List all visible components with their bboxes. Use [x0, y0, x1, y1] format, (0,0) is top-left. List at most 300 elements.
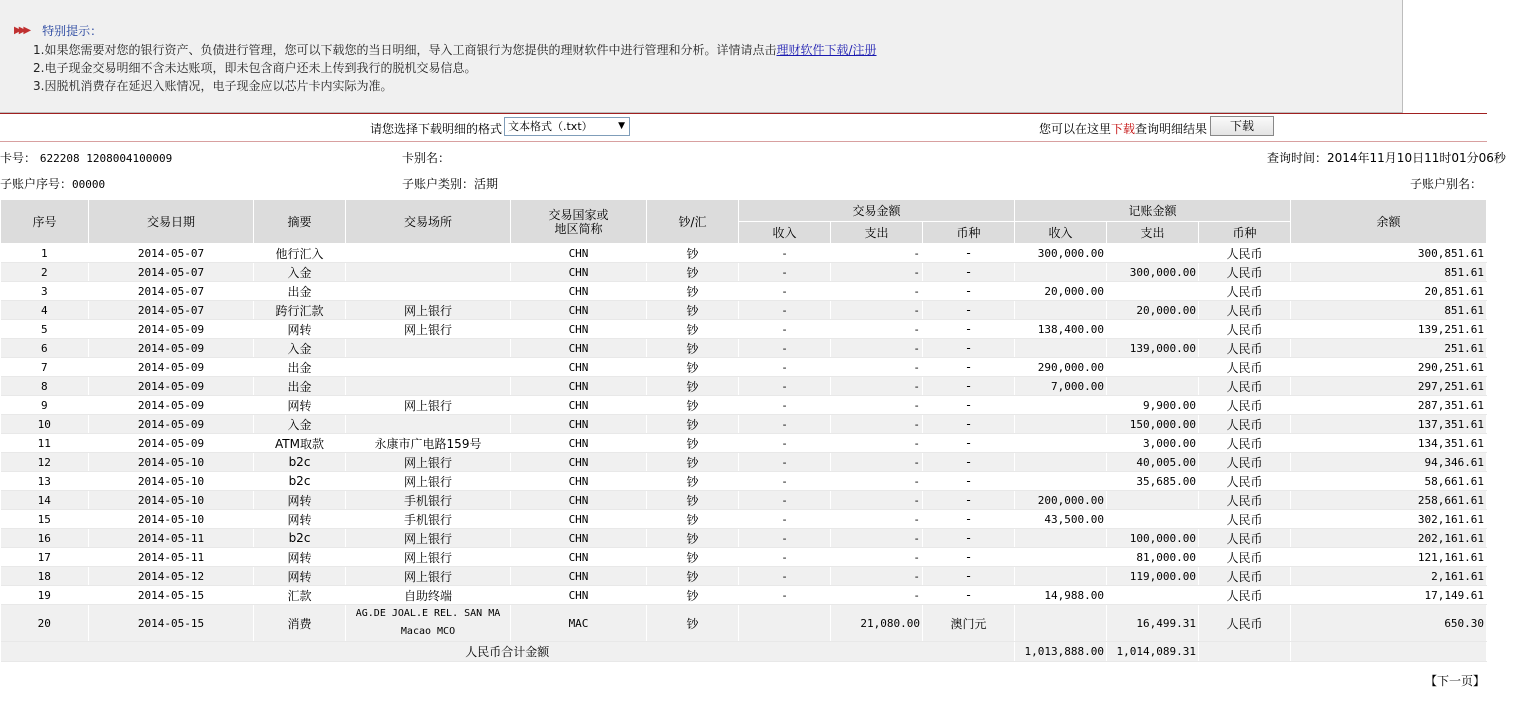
cell-date: 2014-05-07 [89, 282, 254, 301]
cell-date: 2014-05-12 [89, 567, 254, 586]
cell-balance: 139,251.61 [1291, 320, 1487, 339]
cell-balance: 650.30 [1291, 605, 1487, 642]
cell-book-currency: 人民币 [1199, 567, 1291, 586]
cell-txn-expense: - [831, 415, 923, 434]
cell-book-expense [1107, 491, 1199, 510]
cell-cash: 钞 [647, 567, 739, 586]
cell-book-currency: 人民币 [1199, 320, 1291, 339]
cell-book-currency: 人民币 [1199, 472, 1291, 491]
header-seq: 序号 [1, 200, 89, 244]
cell-country: CHN [511, 301, 647, 320]
cell-book-income [1015, 415, 1107, 434]
cell-balance: 20,851.61 [1291, 282, 1487, 301]
cell-summary: 入金 [254, 339, 346, 358]
cell-cash: 钞 [647, 510, 739, 529]
total-income: 1,013,888.00 [1015, 642, 1107, 662]
transaction-table [0, 199, 1487, 662]
cell-txn-income: - [739, 282, 831, 301]
cell-book-income: 43,500.00 [1015, 510, 1107, 529]
table-row [1, 529, 1487, 548]
cell-book-income [1015, 472, 1107, 491]
header-date: 交易日期 [89, 200, 254, 244]
download-hint-suffix: 查询明细结果 [1135, 122, 1208, 136]
cell-book-expense: 139,000.00 [1107, 339, 1199, 358]
cell-txn-expense: - [831, 453, 923, 472]
query-time: 查询时间：2014年11月10日11时01分06秒 [1267, 151, 1506, 165]
cell-book-income: 300,000.00 [1015, 244, 1107, 263]
cell-balance: 202,161.61 [1291, 529, 1487, 548]
cell-country: CHN [511, 453, 647, 472]
cell-date: 2014-05-09 [89, 339, 254, 358]
notice-line-2: 2.电子现金交易明细不含未达账项，即未包含商户还未上传到我行的脱机交易信息。 [33, 61, 477, 75]
cell-book-currency: 人民币 [1199, 263, 1291, 282]
notice-panel [0, 0, 1403, 113]
total-currency [1199, 642, 1291, 662]
cell-book-income [1015, 453, 1107, 472]
cell-txn-income: - [739, 377, 831, 396]
cell-summary: 消费 [254, 605, 346, 642]
cell-place: 网上银行 [346, 396, 511, 415]
cell-txn-income: - [739, 472, 831, 491]
cell-txn-income: - [739, 434, 831, 453]
cell-txn-expense: - [831, 491, 923, 510]
download-button[interactable]: 下载 [1210, 116, 1274, 136]
header-txn-amount: 交易金额 [739, 200, 1015, 222]
cell-seq: 11 [1, 434, 89, 453]
cell-txn-income: - [739, 396, 831, 415]
total-label: 人民币合计金额 [1, 642, 1015, 662]
table-row [1, 377, 1487, 396]
cell-summary: 出金 [254, 377, 346, 396]
cell-country: CHN [511, 320, 647, 339]
cell-txn-expense: - [831, 377, 923, 396]
sub-account-seq-value: 00000 [72, 178, 106, 191]
cell-book-expense: 3,000.00 [1107, 434, 1199, 453]
cell-balance: 287,351.61 [1291, 396, 1487, 415]
cell-book-expense [1107, 282, 1199, 301]
divider [0, 141, 1487, 142]
cell-book-expense [1107, 320, 1199, 339]
cell-place: AG.DE JOAL.E REL. SAN MA Macao MCO [346, 605, 511, 642]
cell-book-income: 7,000.00 [1015, 377, 1107, 396]
header-cash: 钞/汇 [647, 200, 739, 244]
cell-country: CHN [511, 377, 647, 396]
cell-book-income [1015, 263, 1107, 282]
cell-date: 2014-05-15 [89, 605, 254, 642]
table-row [1, 415, 1487, 434]
sub-account-seq [0, 175, 105, 192]
triangle-arrows-icon: ▶▶▶ [14, 25, 29, 36]
header-book-amount: 记账金额 [1015, 200, 1291, 222]
cell-place: 网上银行 [346, 301, 511, 320]
cell-cash: 钞 [647, 282, 739, 301]
cell-cash: 钞 [647, 263, 739, 282]
cell-seq: 9 [1, 396, 89, 415]
cell-txn-expense: - [831, 567, 923, 586]
cell-txn-currency: - [923, 301, 1015, 320]
cell-txn-income: - [739, 320, 831, 339]
cell-date: 2014-05-09 [89, 415, 254, 434]
cell-txn-income: - [739, 339, 831, 358]
format-select-value: 文本格式（.txt） [508, 120, 593, 133]
cell-date: 2014-05-10 [89, 491, 254, 510]
chevron-down-icon: ▼ [618, 121, 625, 131]
cell-txn-income: - [739, 586, 831, 605]
cell-cash: 钞 [647, 529, 739, 548]
download-hint [1039, 120, 1207, 137]
download-hint-prefix: 您可以在这里 [1039, 122, 1112, 136]
cell-seq: 7 [1, 358, 89, 377]
cell-cash: 钞 [647, 301, 739, 320]
cell-balance: 2,161.61 [1291, 567, 1487, 586]
cell-cash: 钞 [647, 434, 739, 453]
cell-country: CHN [511, 263, 647, 282]
cell-country: CHN [511, 567, 647, 586]
table-row [1, 263, 1487, 282]
cell-date: 2014-05-07 [89, 263, 254, 282]
table-row [1, 320, 1487, 339]
cell-place [346, 377, 511, 396]
cell-cash: 钞 [647, 358, 739, 377]
cell-book-income [1015, 548, 1107, 567]
cell-country: CHN [511, 244, 647, 263]
cell-seq: 16 [1, 529, 89, 548]
cell-place: 手机银行 [346, 491, 511, 510]
cell-book-currency: 人民币 [1199, 529, 1291, 548]
cell-txn-currency: - [923, 339, 1015, 358]
header-country [511, 200, 647, 244]
cell-date: 2014-05-09 [89, 396, 254, 415]
cell-txn-currency: - [923, 415, 1015, 434]
cell-summary: 网转 [254, 510, 346, 529]
cell-txn-expense: - [831, 263, 923, 282]
notice-line-1 [33, 41, 877, 58]
table-row [1, 472, 1487, 491]
header-book-expense: 支出 [1107, 222, 1199, 244]
cell-book-currency: 人民币 [1199, 282, 1291, 301]
cell-book-expense: 150,000.00 [1107, 415, 1199, 434]
header-country-line1: 交易国家或 [548, 207, 609, 222]
cell-country: CHN [511, 529, 647, 548]
cell-country: CHN [511, 282, 647, 301]
cell-txn-currency: 澳门元 [923, 605, 1015, 642]
cell-txn-expense: - [831, 301, 923, 320]
header-txn-currency: 币种 [923, 222, 1015, 244]
cell-seq: 5 [1, 320, 89, 339]
cell-country: MAC [511, 605, 647, 642]
cell-country: CHN [511, 339, 647, 358]
sub-account-type-value: 活期 [474, 177, 499, 191]
cell-book-currency: 人民币 [1199, 339, 1291, 358]
notice-title: 特别提示： [42, 24, 103, 38]
cell-book-currency: 人民币 [1199, 548, 1291, 567]
cell-book-currency: 人民币 [1199, 491, 1291, 510]
cell-book-income: 138,400.00 [1015, 320, 1107, 339]
cell-balance: 134,351.61 [1291, 434, 1487, 453]
cell-summary: 网转 [254, 320, 346, 339]
cell-place [346, 415, 511, 434]
cell-txn-currency: - [923, 320, 1015, 339]
cell-balance: 58,661.61 [1291, 472, 1487, 491]
format-label: 请您选择下载明细的格式 [370, 122, 503, 136]
cell-txn-income: - [739, 263, 831, 282]
cell-seq: 19 [1, 586, 89, 605]
cell-date: 2014-05-09 [89, 320, 254, 339]
cell-txn-currency: - [923, 263, 1015, 282]
cell-book-income [1015, 529, 1107, 548]
cell-book-expense: 16,499.31 [1107, 605, 1199, 642]
cell-balance: 94,346.61 [1291, 453, 1487, 472]
cell-book-expense: 100,000.00 [1107, 529, 1199, 548]
cell-book-currency: 人民币 [1199, 301, 1291, 320]
cell-book-expense [1107, 358, 1199, 377]
finance-software-link[interactable]: 理财软件下载/注册 [776, 43, 877, 57]
cell-cash: 钞 [647, 453, 739, 472]
cell-summary: b2c [254, 529, 346, 548]
table-row [1, 491, 1487, 510]
download-hint-red: 下载 [1111, 122, 1136, 136]
header-txn-income: 收入 [739, 222, 831, 244]
table-row [1, 548, 1487, 567]
table-row [1, 244, 1487, 263]
cell-txn-expense: - [831, 320, 923, 339]
cell-summary: 网转 [254, 567, 346, 586]
cell-place: 网上银行 [346, 548, 511, 567]
cell-book-currency: 人民币 [1199, 358, 1291, 377]
notice-title-row [14, 22, 102, 39]
cell-balance: 851.61 [1291, 263, 1487, 282]
cell-balance: 251.61 [1291, 339, 1487, 358]
cell-txn-expense: - [831, 396, 923, 415]
cell-txn-currency: - [923, 434, 1015, 453]
cell-place: 网上银行 [346, 472, 511, 491]
sub-account-type-label: 子账户类别： [402, 177, 475, 191]
cell-seq: 20 [1, 605, 89, 642]
cell-date: 2014-05-10 [89, 453, 254, 472]
cell-place [346, 282, 511, 301]
cell-date: 2014-05-11 [89, 548, 254, 567]
cell-balance: 300,851.61 [1291, 244, 1487, 263]
cell-book-income [1015, 605, 1107, 642]
cell-txn-currency: - [923, 510, 1015, 529]
cell-seq: 14 [1, 491, 89, 510]
cell-txn-currency: - [923, 586, 1015, 605]
cell-book-currency: 人民币 [1199, 586, 1291, 605]
cell-summary: 入金 [254, 263, 346, 282]
table-row [1, 567, 1487, 586]
cell-txn-expense: - [831, 244, 923, 263]
cell-date: 2014-05-10 [89, 472, 254, 491]
cell-cash: 钞 [647, 472, 739, 491]
cell-summary: b2c [254, 453, 346, 472]
cell-txn-income: - [739, 453, 831, 472]
cell-book-income: 290,000.00 [1015, 358, 1107, 377]
cell-book-income [1015, 339, 1107, 358]
cell-book-income [1015, 396, 1107, 415]
cell-seq: 18 [1, 567, 89, 586]
cell-date: 2014-05-15 [89, 586, 254, 605]
cell-country: CHN [511, 472, 647, 491]
cell-txn-currency: - [923, 377, 1015, 396]
cell-country: CHN [511, 548, 647, 567]
cell-summary: 跨行汇款 [254, 301, 346, 320]
cell-date: 2014-05-09 [89, 358, 254, 377]
cell-seq: 15 [1, 510, 89, 529]
cell-place: 网上银行 [346, 529, 511, 548]
cell-txn-income: - [739, 510, 831, 529]
header-summary: 摘要 [254, 200, 346, 244]
cell-txn-income: - [739, 301, 831, 320]
total-expense: 1,014,089.31 [1107, 642, 1199, 662]
cell-place: 网上银行 [346, 453, 511, 472]
cell-book-expense [1107, 586, 1199, 605]
cell-book-currency: 人民币 [1199, 605, 1291, 642]
cell-cash: 钞 [647, 339, 739, 358]
cell-book-currency: 人民币 [1199, 377, 1291, 396]
cell-txn-income: - [739, 415, 831, 434]
cell-date: 2014-05-11 [89, 529, 254, 548]
header-book-income: 收入 [1015, 222, 1107, 244]
table-row [1, 586, 1487, 605]
cell-txn-expense: - [831, 548, 923, 567]
cell-balance: 17,149.61 [1291, 586, 1487, 605]
cell-date: 2014-05-07 [89, 301, 254, 320]
card-number-label: 卡号： [0, 151, 37, 165]
cell-cash: 钞 [647, 244, 739, 263]
cell-txn-income: - [739, 567, 831, 586]
cell-balance: 297,251.61 [1291, 377, 1487, 396]
table-row [1, 434, 1487, 453]
table-row [1, 605, 1487, 642]
cell-book-income [1015, 434, 1107, 453]
cell-txn-currency: - [923, 472, 1015, 491]
cell-book-currency: 人民币 [1199, 434, 1291, 453]
sub-account-seq-label: 子账户序号： [0, 177, 73, 191]
cell-cash: 钞 [647, 415, 739, 434]
cell-balance: 290,251.61 [1291, 358, 1487, 377]
sub-account-alias-label: 子账户别名： [1410, 177, 1483, 191]
cell-txn-currency: - [923, 548, 1015, 567]
cell-place [346, 263, 511, 282]
cell-book-currency: 人民币 [1199, 453, 1291, 472]
cell-book-expense: 40,005.00 [1107, 453, 1199, 472]
cell-country: CHN [511, 586, 647, 605]
cell-txn-currency: - [923, 453, 1015, 472]
cell-balance: 137,351.61 [1291, 415, 1487, 434]
cell-place: 网上银行 [346, 320, 511, 339]
cell-balance: 851.61 [1291, 301, 1487, 320]
cell-balance: 302,161.61 [1291, 510, 1487, 529]
cell-country: CHN [511, 396, 647, 415]
card-number [0, 149, 172, 166]
cell-seq: 4 [1, 301, 89, 320]
cell-seq: 6 [1, 339, 89, 358]
cell-txn-income: - [739, 548, 831, 567]
cell-book-income: 200,000.00 [1015, 491, 1107, 510]
cell-place [346, 358, 511, 377]
cell-seq: 1 [1, 244, 89, 263]
notice-line-3: 3.因脱机消费存在延迟入账情况，电子现金应以芯片卡内实际为准。 [33, 79, 393, 93]
cell-txn-currency: - [923, 358, 1015, 377]
cell-book-expense: 35,685.00 [1107, 472, 1199, 491]
format-select[interactable] [504, 117, 630, 136]
cell-book-currency: 人民币 [1199, 396, 1291, 415]
table-row [1, 510, 1487, 529]
cell-txn-expense: - [831, 510, 923, 529]
cell-seq: 10 [1, 415, 89, 434]
cell-book-currency: 人民币 [1199, 415, 1291, 434]
cell-book-expense [1107, 244, 1199, 263]
cell-txn-currency: - [923, 491, 1015, 510]
cell-cash: 钞 [647, 396, 739, 415]
cell-place [346, 244, 511, 263]
cell-cash: 钞 [647, 491, 739, 510]
total-row [1, 642, 1487, 662]
cell-txn-income: - [739, 491, 831, 510]
cell-seq: 3 [1, 282, 89, 301]
header-txn-expense: 支出 [831, 222, 923, 244]
cell-txn-currency: - [923, 396, 1015, 415]
cell-seq: 17 [1, 548, 89, 567]
card-number-value: 622208 1208004100009 [39, 152, 173, 165]
cell-summary: 入金 [254, 415, 346, 434]
cell-txn-income: - [739, 358, 831, 377]
cell-txn-currency: - [923, 567, 1015, 586]
cell-date: 2014-05-09 [89, 434, 254, 453]
cell-txn-expense: - [831, 472, 923, 491]
table-row [1, 453, 1487, 472]
table-body [1, 244, 1487, 662]
cell-book-expense: 9,900.00 [1107, 396, 1199, 415]
cell-country: CHN [511, 510, 647, 529]
cell-book-expense [1107, 377, 1199, 396]
cell-txn-expense: 21,080.00 [831, 605, 923, 642]
cell-txn-income: - [739, 529, 831, 548]
cell-balance: 258,661.61 [1291, 491, 1487, 510]
cell-date: 2014-05-10 [89, 510, 254, 529]
cell-book-income: 14,988.00 [1015, 586, 1107, 605]
cell-place: 网上银行 [346, 567, 511, 586]
cell-book-expense: 20,000.00 [1107, 301, 1199, 320]
cell-txn-currency: - [923, 244, 1015, 263]
next-page-link[interactable]: 【下一页】 [1425, 674, 1486, 688]
header-country-line2: 地区简称 [554, 221, 603, 236]
notice-line-1-text: 1.如果您需要对您的银行资产、负债进行管理，您可以下载您的当日明细，导入工商银行为您提供的理财软件中进行管理和分析。详情请点击 [33, 43, 777, 57]
cell-balance: 121,161.61 [1291, 548, 1487, 567]
cell-txn-expense: - [831, 282, 923, 301]
cell-summary: ATM取款 [254, 434, 346, 453]
cell-book-income [1015, 301, 1107, 320]
cell-summary: 网转 [254, 396, 346, 415]
cell-book-expense: 300,000.00 [1107, 263, 1199, 282]
cell-txn-expense: - [831, 339, 923, 358]
cell-book-expense [1107, 510, 1199, 529]
cell-book-expense: 81,000.00 [1107, 548, 1199, 567]
cell-country: CHN [511, 358, 647, 377]
cell-place: 自助终端 [346, 586, 511, 605]
cell-txn-income [739, 605, 831, 642]
cell-summary: 他行汇入 [254, 244, 346, 263]
cell-seq: 13 [1, 472, 89, 491]
cell-summary: b2c [254, 472, 346, 491]
total-balance [1291, 642, 1487, 662]
card-alias-label: 卡别名： [402, 151, 451, 165]
cell-txn-currency: - [923, 529, 1015, 548]
cell-txn-income: - [739, 244, 831, 263]
cell-date: 2014-05-07 [89, 244, 254, 263]
cell-cash: 钞 [647, 605, 739, 642]
header-balance: 余额 [1291, 200, 1487, 244]
